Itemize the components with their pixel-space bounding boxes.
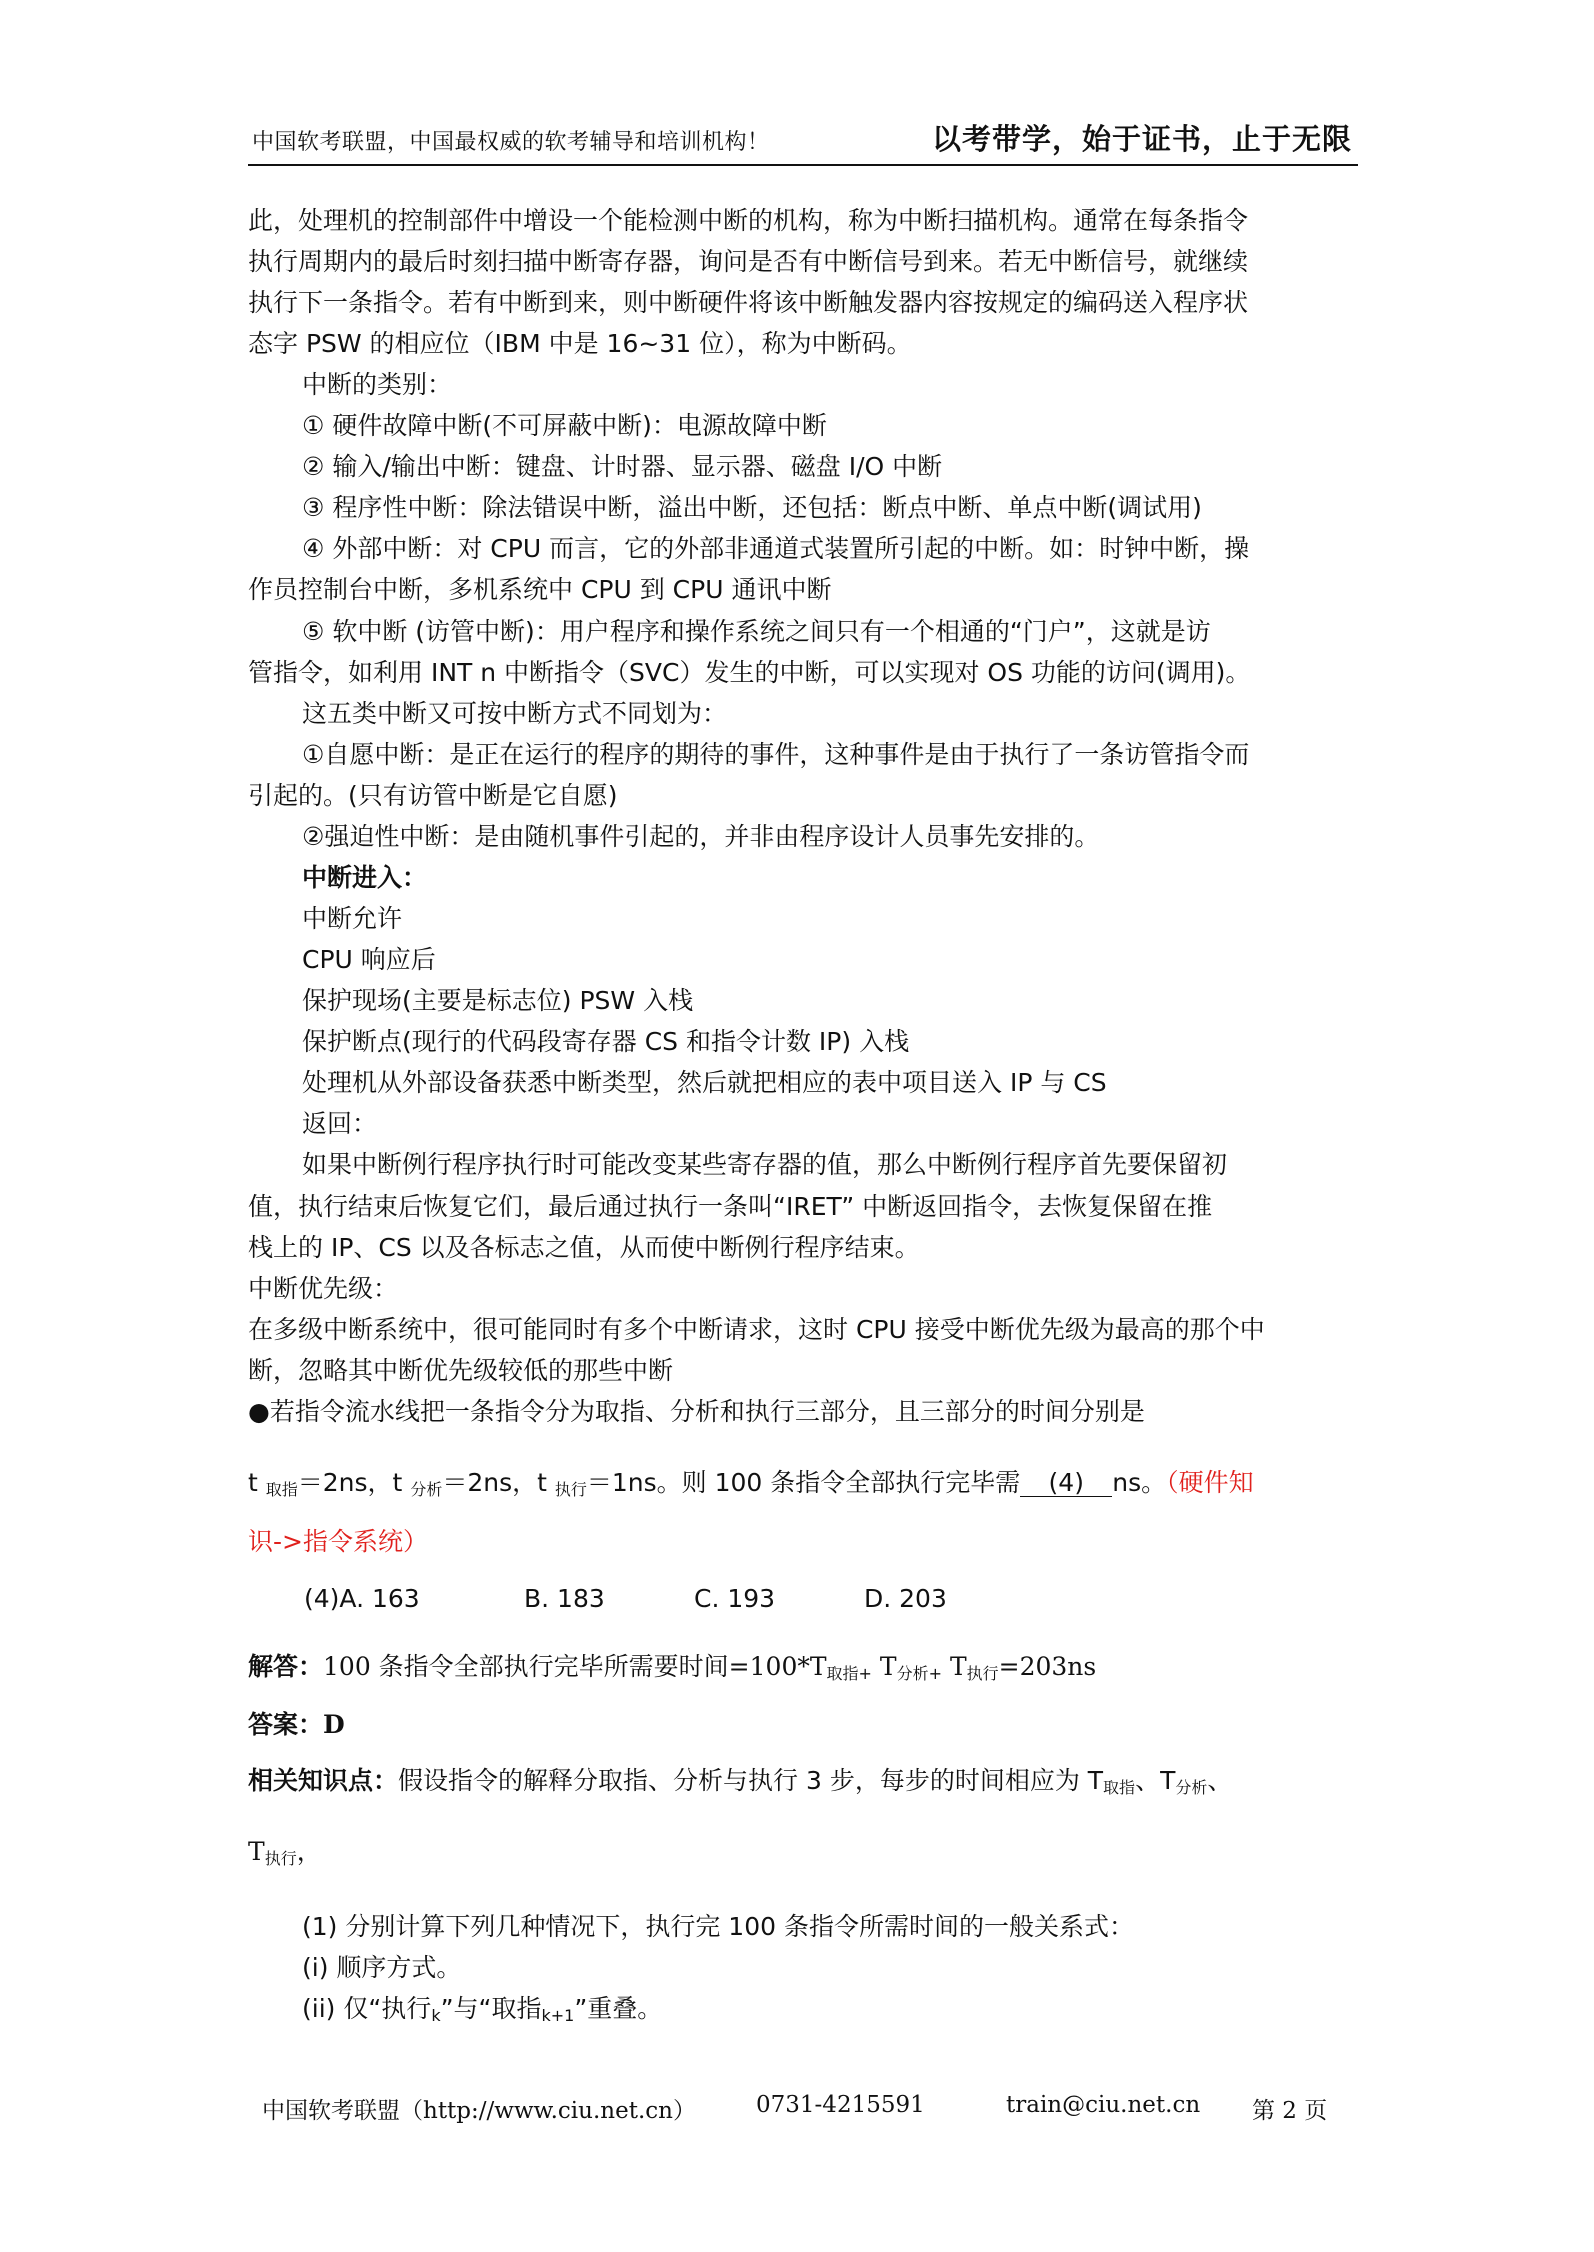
entry-step: 保护断点(现行的代码段寄存器 CS 和指令计数 IP) 入栈: [302, 1027, 910, 1056]
options-row: [304, 1586, 1034, 1611]
category-item: ④ 外部中断：对 CPU 而言，它的外部非通道式装置所引起的中断。如：时钟中断，操: [302, 534, 1250, 563]
return-line: 值，执行结束后恢复它们，最后通过执行一条叫“IRET” 中断返回指令，去恢复保留在推: [248, 1192, 1213, 1221]
answer-line: [248, 1712, 345, 1737]
subscript: 取指: [1103, 1778, 1136, 1797]
return-heading: 返回：: [302, 1109, 378, 1138]
solution-result: =203ns: [998, 1652, 1097, 1681]
paragraph-line: 此，处理机的控制部件中增设一个能检测中断的机构，称为中断扫描机构。通常在每条指令: [248, 206, 1249, 235]
solution-text: 100 条指令全部执行完毕所需要时间=100*T: [323, 1652, 827, 1681]
priority-heading: 中断优先级：: [248, 1274, 399, 1303]
header-slogan-left: 中国软考联盟，中国最权威的软考辅导和培训机构！: [252, 130, 770, 155]
entry-heading: 中断进入：: [302, 863, 428, 892]
five-types-heading: 这五类中断又可按中断方式不同划为：: [302, 699, 728, 728]
return-line: 栈上的 IP、CS 以及各标志之值，从而使中断例行程序结束。: [248, 1233, 920, 1262]
footer-org: 中国软考联盟（http://www.ciu.net.cn）: [262, 2098, 696, 2124]
item-i: (i) 顺序方式。: [302, 1953, 462, 1982]
answer-value: D: [323, 1710, 345, 1739]
entry-step: CPU 响应后: [302, 945, 436, 974]
category-item: ② 输入/输出中断：键盘、计时器、显示器、磁盘 I/O 中断: [302, 452, 943, 481]
priority-line: 在多级中断系统中，很可能同时有多个中断请求，这时 CPU 接受中断优先级为最高的那个中: [248, 1315, 1265, 1344]
page-header: [248, 118, 1358, 166]
separator: 、T: [1135, 1766, 1176, 1795]
option-b: B. 183: [524, 1584, 605, 1613]
subscript: 执行: [264, 1849, 297, 1868]
subscript: 分析: [1175, 1778, 1208, 1797]
return-line: 如果中断例行程序执行时可能改变某些寄存器的值，那么中断例行程序首先要保留初: [302, 1150, 1228, 1179]
category-item-cont: 作员控制台中断，多机系统中 CPU 到 CPU 通讯中断: [248, 575, 832, 604]
page-footer: [262, 2092, 1362, 2132]
subscript: k: [431, 2006, 441, 2025]
footer-page-number: 第 2 页: [1252, 2098, 1328, 2124]
paragraph-line: 态字 PSW 的相应位（IBM 中是 16~31 位），称为中断码。: [248, 329, 912, 358]
question-stem: ●若指令流水线把一条指令分为取指、分析和执行三部分，且三部分的时间分别是: [248, 1397, 1145, 1426]
t-symbol: T: [871, 1652, 897, 1681]
subscript-fetch: 取指: [265, 1480, 298, 1499]
item-ii: [302, 1996, 662, 2024]
solution-label: 解答：: [248, 1652, 324, 1681]
topic-tag-cont: 识->指令系统）: [248, 1527, 428, 1556]
option-a: (4)A. 163: [304, 1584, 420, 1613]
entry-step: 中断允许: [302, 904, 403, 933]
item-1: (1) 分别计算下列几种情况下，执行完 100 条指令所需时间的一般关系式：: [302, 1912, 1134, 1941]
t-symbol: T: [942, 1652, 967, 1681]
separator: ，: [296, 1837, 322, 1866]
unit: ns。: [1112, 1468, 1167, 1497]
footer-email: train@ciu.net.cn: [1006, 2092, 1201, 2118]
eq-analyze: ＝2ns，t: [442, 1468, 547, 1497]
forced-interrupt: ②强迫性中断：是由随机事件引起的，并非由程序设计人员事先安排的。: [302, 822, 1100, 851]
paragraph-line: 执行周期内的最后时刻扫描中断寄存器，询问是否有中断信号到来。若无中断信号，就继续: [248, 247, 1249, 276]
related-knowledge-cont: [248, 1839, 322, 1867]
header-slogan-right: 以考带学，始于证书，止于无限: [931, 122, 1352, 156]
item-ii-text: ”重叠。: [574, 1994, 663, 2023]
subscript-exec: 执行: [554, 1480, 587, 1499]
t-symbol: T: [248, 1837, 265, 1866]
category-item-cont: 管指令，如利用 INT n 中断指令（SVC）发生的中断，可以实现对 OS 功能的访问(调用)。: [248, 658, 1251, 687]
t-symbol: t: [248, 1468, 258, 1497]
item-ii-text: (ii) 仅“执行: [302, 1994, 432, 2023]
related-text: 假设指令的解释分取指、分析与执行 3 步，每步的时间相应为 T: [398, 1766, 1104, 1795]
related-knowledge-line: [248, 1768, 1232, 1796]
answer-label: 答案：: [248, 1710, 324, 1739]
option-c: C. 193: [694, 1584, 776, 1613]
entry-step: 处理机从外部设备获悉中断类型，然后就把相应的表中项目送入 IP 与 CS: [302, 1068, 1107, 1097]
related-label: 相关知识点：: [248, 1766, 399, 1795]
eq-fetch: ＝2ns，t: [297, 1468, 403, 1497]
voluntary-interrupt: ①自愿中断：是正在运行的程序的期待的事件，这种事件是由于执行了一条访管指令而: [302, 740, 1250, 769]
answer-blank: (4): [1020, 1470, 1112, 1497]
subscript: 执行: [966, 1664, 999, 1683]
categories-heading: 中断的类别：: [302, 370, 453, 399]
eq-exec: ＝1ns。则 100 条指令全部执行完毕需: [586, 1468, 1021, 1497]
priority-line: 断，忽略其中断优先级较低的那些中断: [248, 1356, 674, 1385]
item-ii-text: ”与“取指: [440, 1994, 542, 2023]
subscript: 分析+: [896, 1664, 942, 1683]
footer-phone: 0731-4215591: [756, 2092, 925, 2118]
category-item: ① 硬件故障中断(不可屏蔽中断)：电源故障中断: [302, 411, 827, 440]
category-item: ③ 程序性中断：除法错误中断，溢出中断，还包括：断点中断、单点中断(调试用): [302, 493, 1202, 522]
paragraph-line: 执行下一条指令。若有中断到来，则中断硬件将该中断触发器内容按规定的编码送入程序状: [248, 288, 1249, 317]
option-d: D. 203: [864, 1584, 947, 1613]
topic-tag: （硬件知: [1166, 1468, 1254, 1497]
separator: 、: [1207, 1766, 1233, 1795]
category-item: ⑤ 软中断 (访管中断)：用户程序和操作系统之间只有一个相通的“门户”，这就是访: [302, 617, 1211, 646]
solution-line: [248, 1654, 1096, 1682]
question-stem-line2: [248, 1470, 1254, 1498]
subscript-analyze: 分析: [410, 1480, 443, 1499]
entry-step: 保护现场(主要是标志位) PSW 入栈: [302, 986, 694, 1015]
subscript: k+1: [541, 2006, 575, 2025]
voluntary-interrupt-cont: 引起的。(只有访管中断是它自愿): [248, 781, 618, 810]
subscript: 取指+: [826, 1664, 872, 1683]
